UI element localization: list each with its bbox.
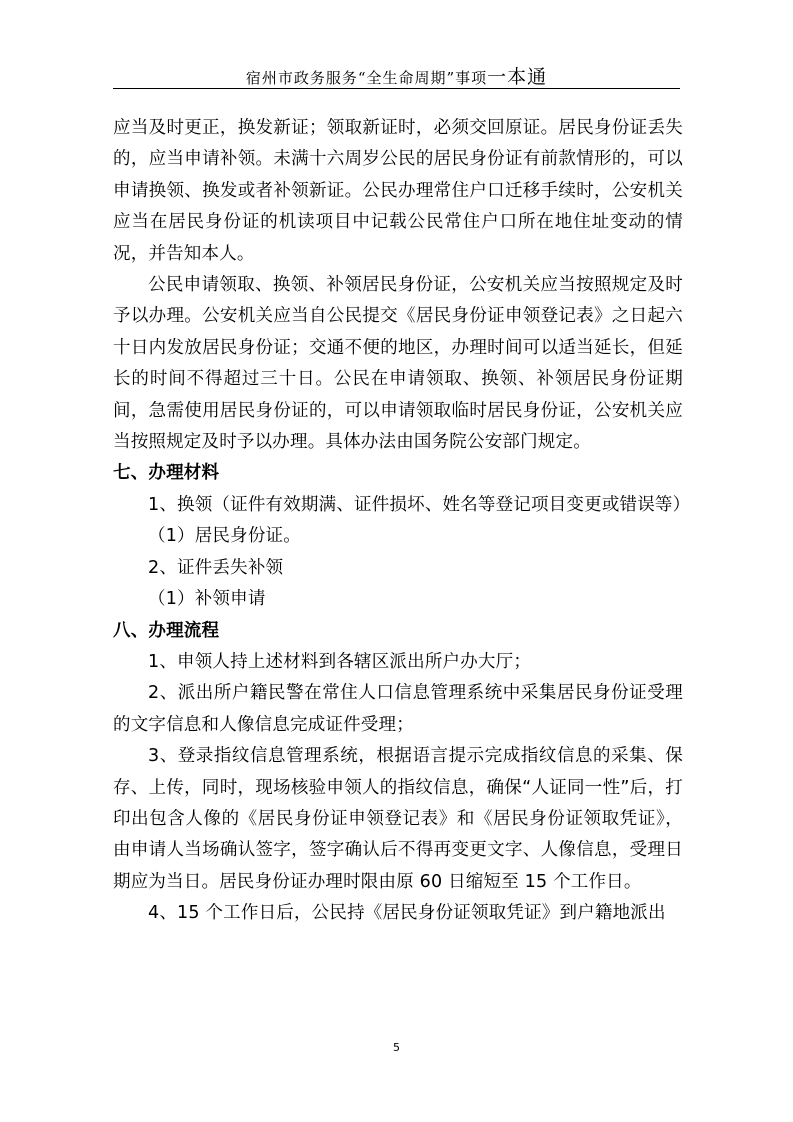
list-item: （1）居民身份证。 bbox=[148, 526, 301, 547]
list-item: 3、登录指纹信息管理系统，根据语言提示完成指纹信息的采集、保存、上传，同时，现场核验申领人的指纹信息，确保“人证同一性”后，打印出包含人像的《居民身份证申领登记表》和《居民身份证领取凭证》，由申请人当场确认签字，签字确认后不得再变更文字、人像信息，受理日期应为当日。居民身份证办理时限由原 60 日缩短至 15 个工作日。 bbox=[113, 746, 683, 892]
list-item: 4、15 个工作日后，公民持《居民身份证领取凭证》到户籍地派出 bbox=[148, 903, 666, 924]
list-item: 2、派出所户籍民警在常住人口信息管理系统中采集居民身份证受理的文字信息和人像信息完成证件受理； bbox=[113, 683, 683, 735]
list-item: 1、申领人持上述材料到各辖区派出所户办大厅； bbox=[148, 651, 532, 672]
list-item: 2、证件丢失补领 bbox=[148, 557, 284, 578]
header-title: 宿州市政务服务“全生命周期”事项 bbox=[245, 69, 488, 87]
header-title-suffix: 一本通 bbox=[487, 66, 548, 88]
paragraph: 应当及时更正，换发新证；领取新证时，必须交回原证。居民身份证丢失的，应当申请补领。未满十六周岁公民的居民身份证有前款情形的，可以申请换领、换发或者补领新证。公民办理常住户口迁移手续时，公安机关应当在居民身份证的机读项目中记载公民常住户口所在地住址变动的情况，并告知本人。 bbox=[113, 118, 683, 264]
page-number: 5 bbox=[393, 1041, 400, 1054]
header-rule bbox=[113, 88, 680, 89]
paragraph: 公民申请领取、换领、补领居民身份证，公安机关应当按照规定及时予以办理。公安机关应当自公民提交《居民身份证申领登记表》之日起六十日内发放居民身份证；交通不便的地区，办理时间可以适当延长，但延长的时间不得超过三十日。公民在申请领取、换领、补领居民身份证期间，急需使用居民身份证的，可以申请领取临时居民身份证，公安机关应当按照规定及时予以办理。具体办法由国务院公安部门规定。 bbox=[113, 275, 683, 453]
section-heading: 七、办理材料 bbox=[113, 463, 220, 484]
section-heading: 八、办理流程 bbox=[113, 620, 220, 641]
list-item: 1、换领（证件有效期满、证件损坏、姓名等登记项目变更或错误等） bbox=[148, 494, 691, 515]
page-header bbox=[0, 62, 793, 89]
list-item: （1）补领申请 bbox=[148, 589, 266, 610]
document-body bbox=[113, 113, 691, 930]
